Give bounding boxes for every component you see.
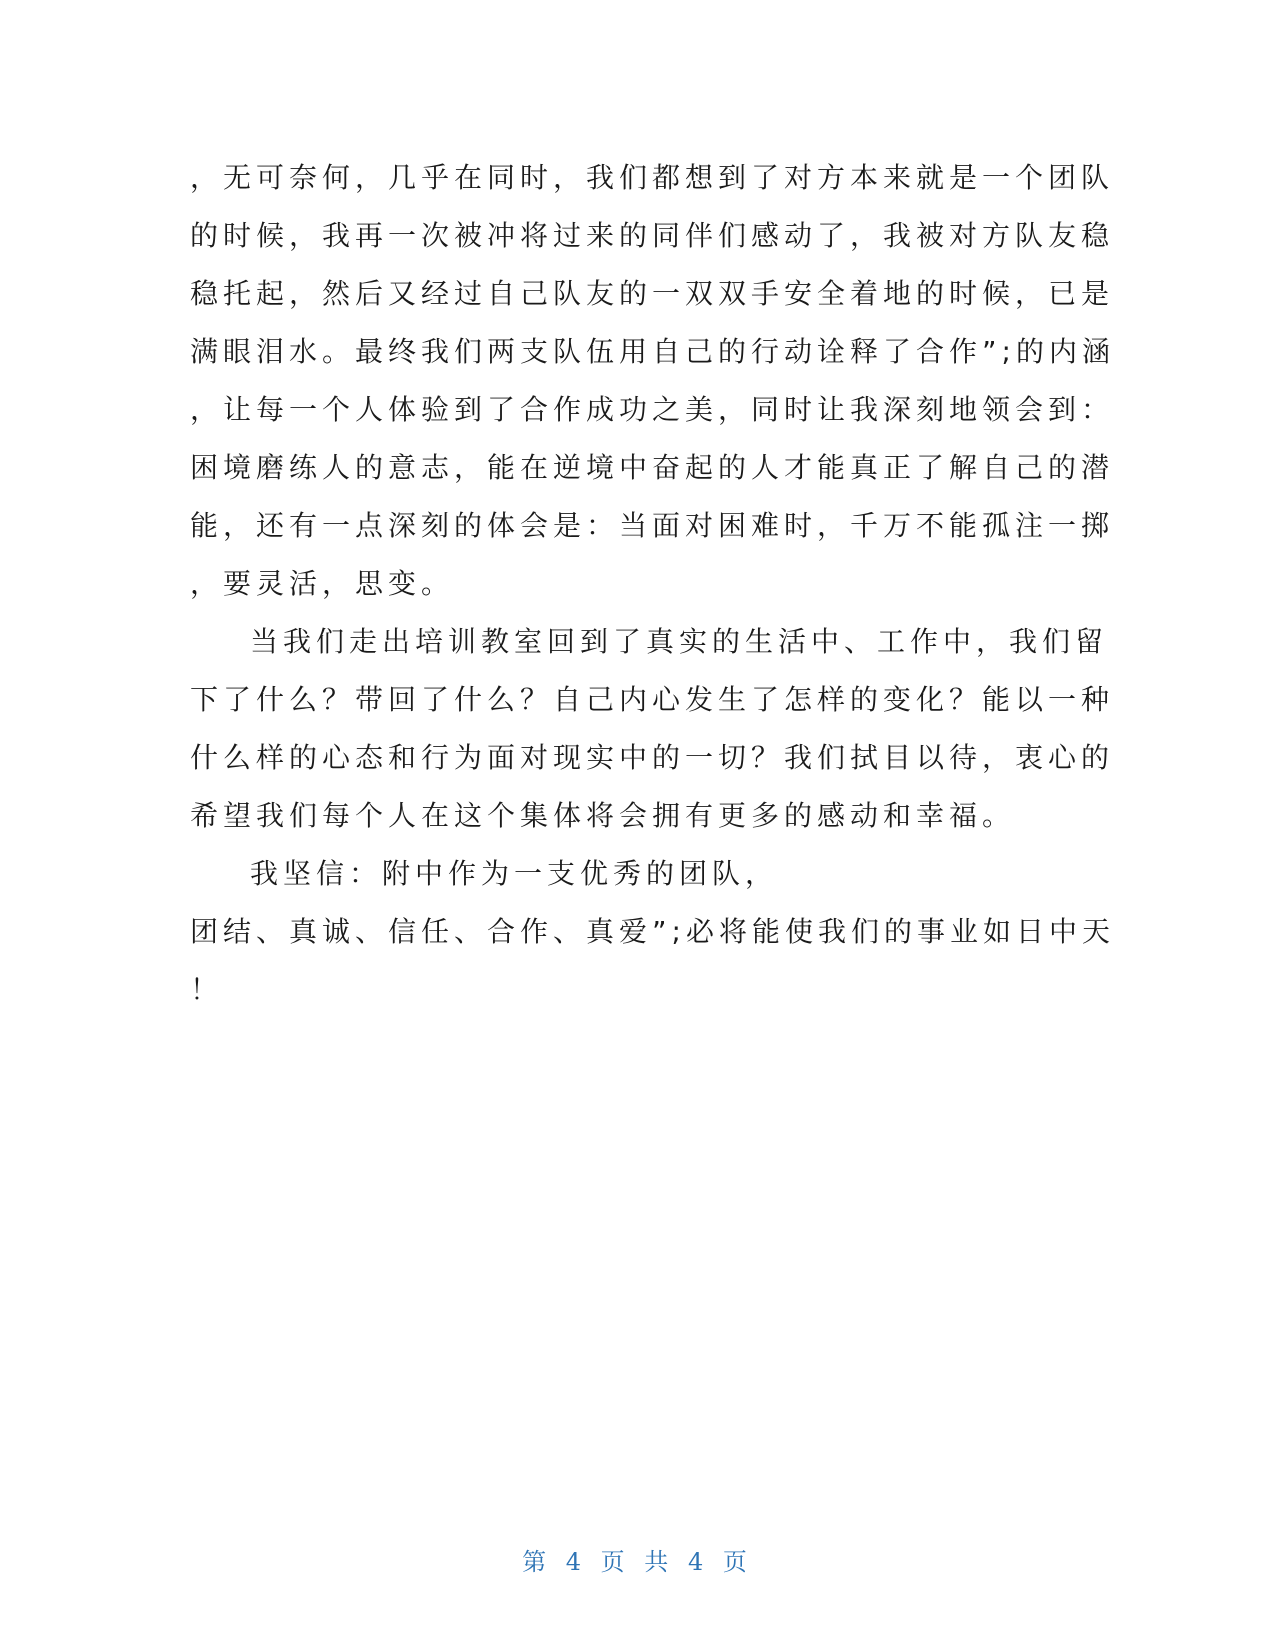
text-line: 能，还有一点深刻的体会是：当面对困难时，千万不能孤注一掷: [190, 509, 1115, 542]
text-line: 满眼泪水。最终我们两支队伍用自己的行动诠释了合作”;的内涵: [190, 335, 1115, 368]
text-line: 什么样的心态和行为面对现实中的一切？我们拭目以待，衷心的: [190, 741, 1115, 774]
text-line: ，让每一个人体验到了合作成功之美，同时让我深刻地领会到：: [190, 393, 1115, 426]
paragraph-start-line: 我坚信：附中作为一支优秀的团队，: [250, 857, 779, 890]
text-line: ！: [190, 973, 224, 1006]
text-line: 下了什么？带回了什么？自己内心发生了怎样的变化？能以一种: [190, 683, 1115, 716]
text-line: 团结、真诚、信任、合作、真爱”;必将能使我们的事业如日中天: [190, 915, 1115, 948]
text-line: ，无可奈何，几乎在同时，我们都想到了对方本来就是一个团队: [190, 161, 1115, 194]
text-line: 希望我们每个人在这个集体将会拥有更多的感动和幸福。: [190, 799, 1016, 832]
text-line: ，要灵活，思变。: [190, 567, 455, 600]
text-line: 稳托起，然后又经过自己队友的一双双手安全着地的时候，已是: [190, 277, 1115, 310]
page-number-footer: 第 4 页 共 4 页: [522, 1548, 753, 1576]
text-line: 困境磨练人的意志，能在逆境中奋起的人才能真正了解自己的潜: [190, 451, 1115, 484]
paragraph-start-line: 当我们走出培训教室回到了真实的生活中、工作中，我们留: [250, 625, 1109, 658]
text-line: 的时候，我再一次被冲将过来的同伴们感动了，我被对方队友稳: [190, 219, 1115, 252]
